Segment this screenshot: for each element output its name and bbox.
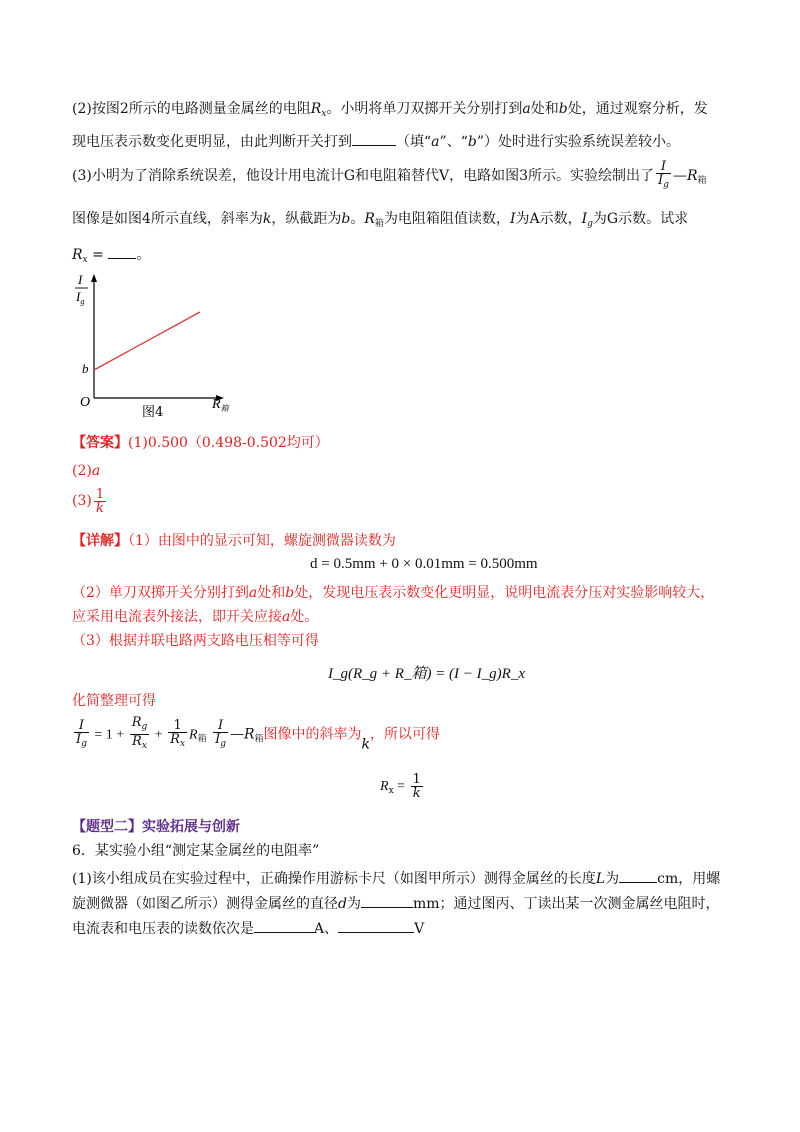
- length-blank[interactable]: [619, 868, 657, 883]
- q2-line2: 现电压表示数变化更明显，由此判断开关打到 （填“a”、“b”）处时进行实验系统误差较小。: [72, 131, 680, 151]
- explain-3: （3）根据并联电路两支路电压相等可得: [72, 633, 319, 649]
- q6-line2: 旋测微器（如图乙所示）测得金属丝的直径d为 mm；通过图丙、丁读出某一次测金属丝电阻时，: [72, 893, 720, 913]
- section-title: 【题型二】实验拓展与创新: [72, 819, 240, 835]
- data-line: [94, 312, 200, 370]
- answer-3: (3) $\frac{1}{k}$: [72, 486, 105, 516]
- equation-micrometer: d = 0.5mm + 0 × 0.01mm = 0.500mm: [310, 556, 538, 572]
- intercept-label: b: [82, 361, 89, 376]
- q3-line2: 图像是如图4所示直线，斜率为k，纵截距为b。$R_箱$为电阻箱阻值读数，I为A示数，$I_g$为G示数。试求: [72, 211, 689, 229]
- fraction-i-over-ig: $\frac{I}{I_g}$: [658, 159, 669, 190]
- equation-parallel: I_g(R_g + R_箱) = (I − I_g)R_x: [328, 666, 525, 682]
- q3-line3: $R_x$ = 。: [72, 244, 150, 269]
- answer-1: 【答案】(1)0.500（0.498-0.502均可）: [72, 435, 329, 451]
- explain-1: 【详解】（1）由图中的显示可知，螺旋测微器读数为: [72, 533, 396, 549]
- q6-line1: (1)该小组成员在实验过程中，正确操作用游标卡尺（如图甲所示）测得金属丝的长度L为 cm，用螺: [72, 868, 720, 888]
- explain-5: $\frac{I}{I_g}$ = 1 + $\frac{R_g}{R_x}$ + $\frac{1}{R_x}$ $R_箱$ $\frac{I}{I_g}$ $—R_箱$图像中的斜率为k，所以可得: [76, 715, 441, 753]
- y-axis-arrow: [91, 274, 97, 282]
- answer-2: (2)a: [72, 463, 101, 479]
- figure-caption: 图4: [142, 405, 164, 420]
- diameter-blank[interactable]: [361, 893, 413, 908]
- equation-result: $R_x$ = $\frac{1}{k}$: [380, 771, 421, 801]
- current-blank[interactable]: [254, 918, 314, 933]
- x-label: $R_箱$: [212, 397, 229, 413]
- y-label-numerator: I: [78, 272, 83, 287]
- origin-label: O: [80, 395, 91, 410]
- q6-line3: 电流表和电压表的读数依次是 A、 V: [72, 918, 424, 938]
- explain-2b: 应采用电流表外接法，即开关应接a处。: [72, 609, 319, 625]
- q2-line1: (2)按图2所示的电路测量金属丝的电阻$R_x$。小明将单刀双掷开关分别打到a处和b处，通过观察分析，发: [72, 101, 708, 119]
- explain-4: 化简整理可得: [72, 693, 156, 709]
- q6-title: 6．某实验小组“测定某金属丝的电阻率”: [72, 843, 320, 859]
- explain-2a: （2）单刀双掷开关分别打到a处和b处，发现电压表示数变化更明显，说明电流表分压对实验影响较大，: [72, 585, 715, 601]
- answer-blank[interactable]: [352, 131, 396, 146]
- answer-blank[interactable]: [108, 244, 136, 259]
- voltage-blank[interactable]: [338, 918, 414, 933]
- q3-line1: (3)小明为了消除系统误差，他设计用电流计G和电阻箱替代V，电路如图3所示。实验绘制出了 $\frac{I}{I_g}$ $—R_箱$: [72, 159, 707, 190]
- figure-4-graph: [70, 270, 270, 420]
- y-label-denominator: $I_g$: [76, 289, 85, 306]
